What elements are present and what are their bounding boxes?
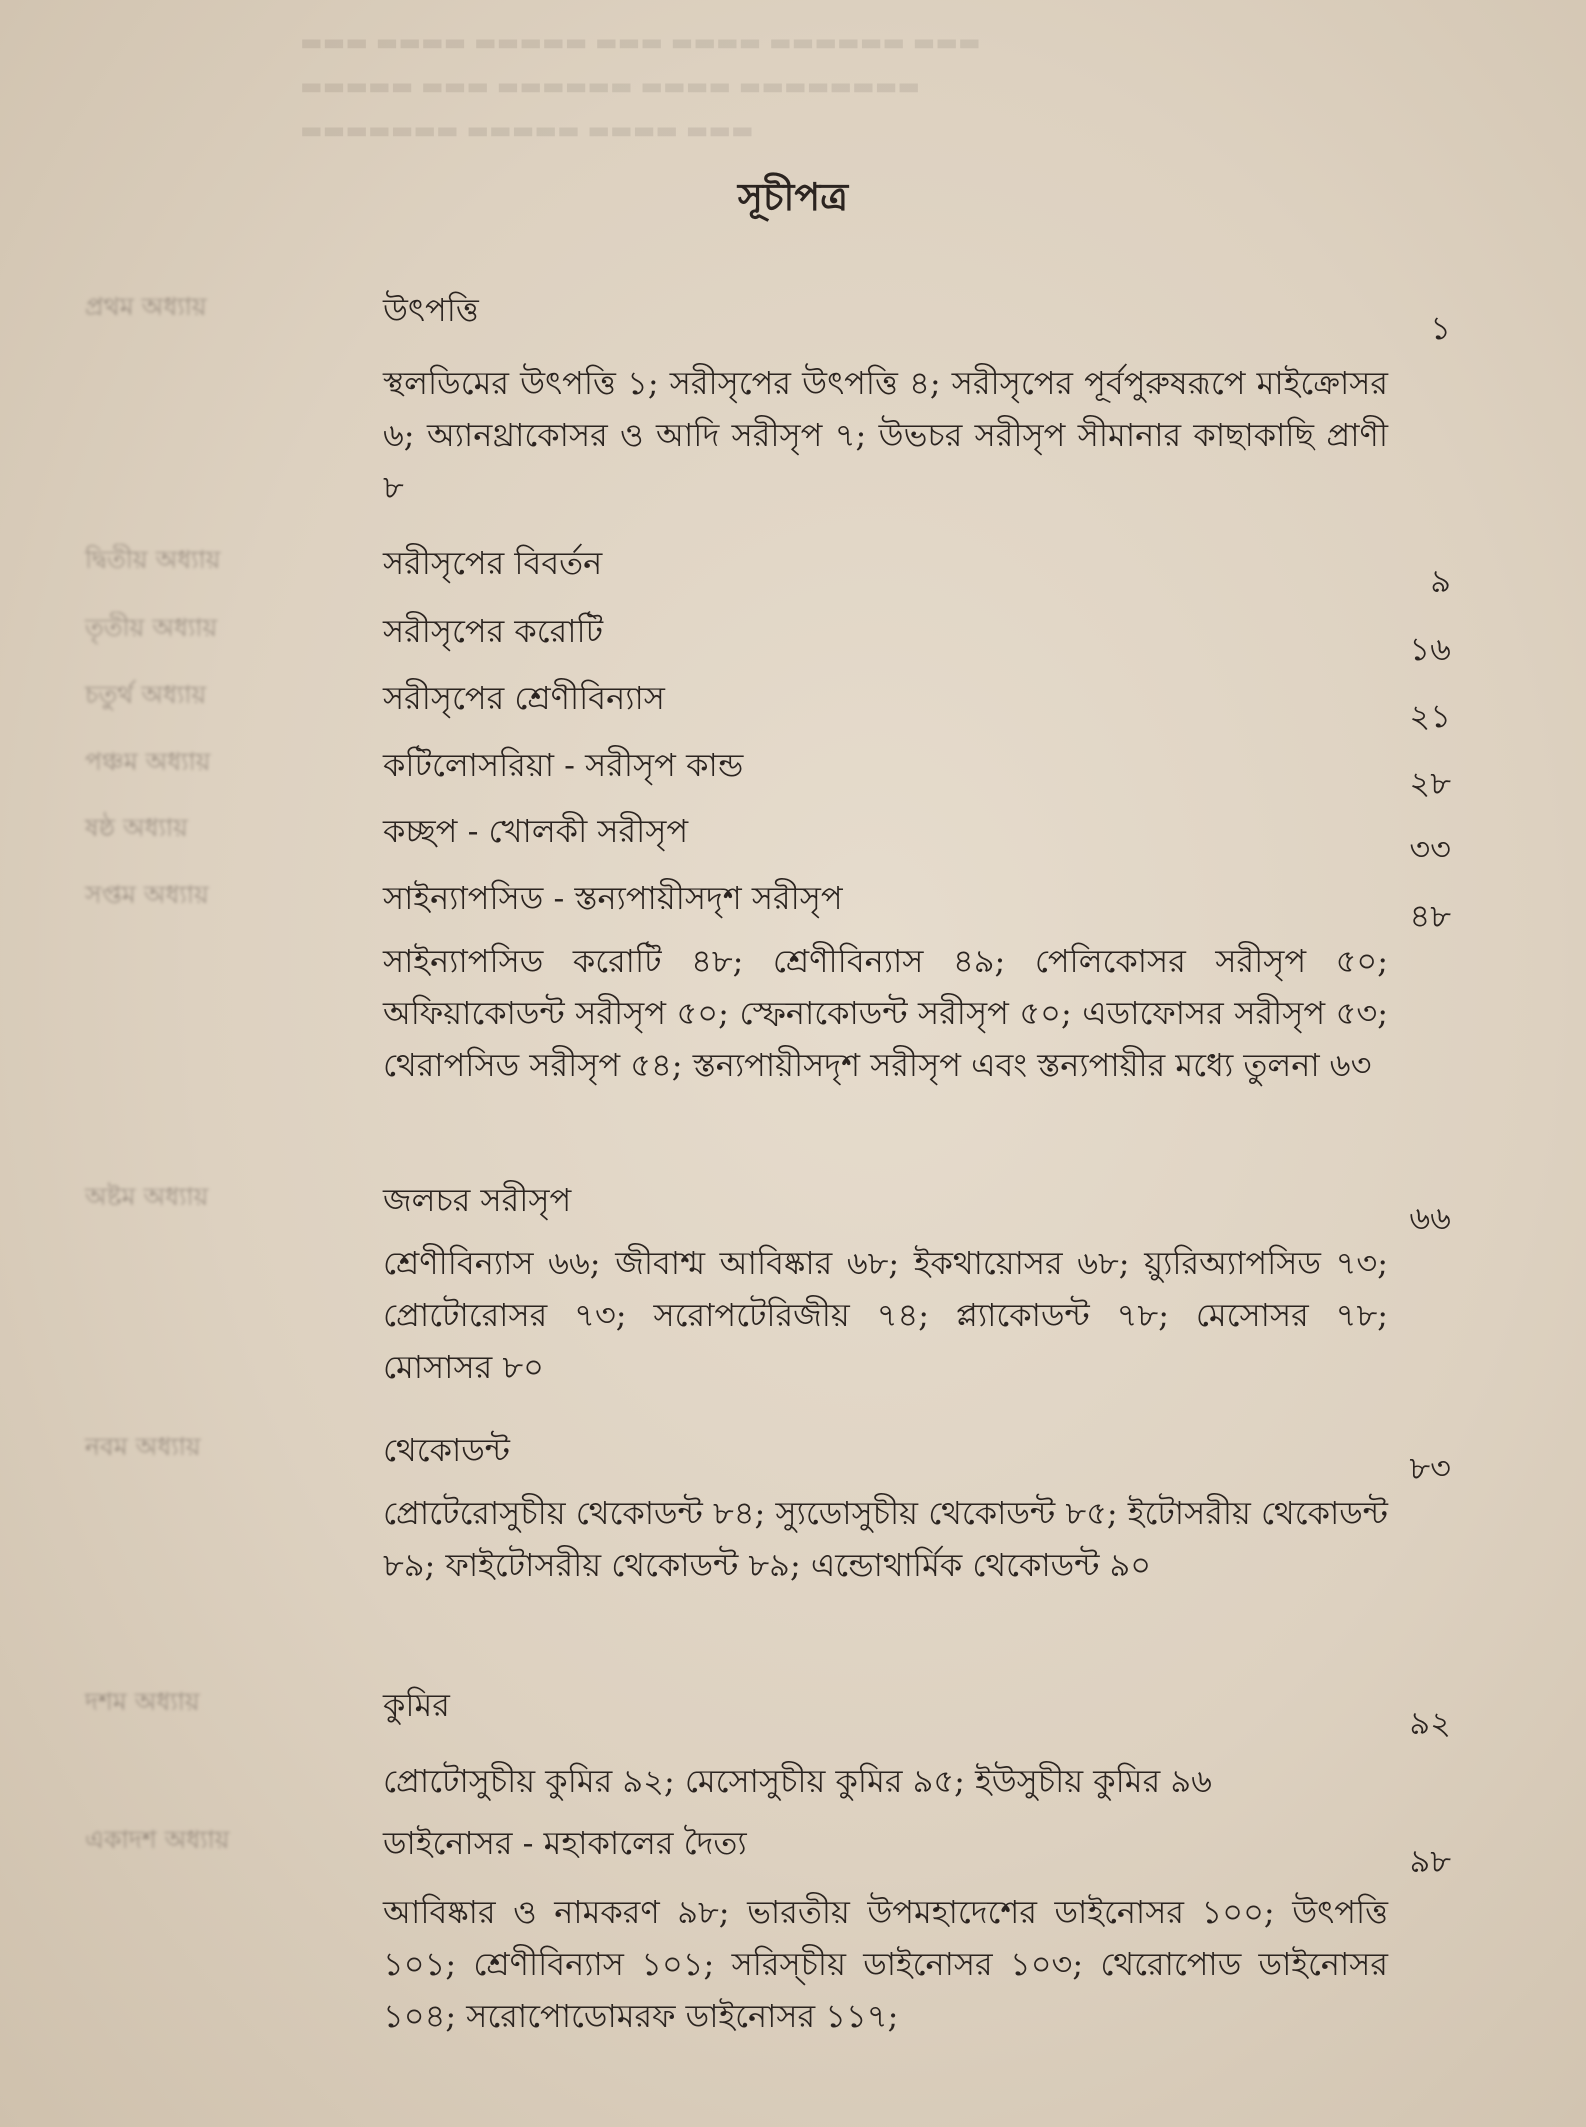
page-number: ২৮: [1409, 764, 1451, 802]
subsection-list: প্রোটোসুচীয় কুমির ৯২; মেসোসুচীয় কুমির ৯৫; ইউসুচীয় কুমির ৯৬: [383, 1762, 1212, 1800]
chapter-title: কটিলোসরিয়া - সরীসৃপ কান্ড: [383, 746, 744, 784]
chapter-title: থেকোডন্ট: [383, 1431, 510, 1469]
page-number: ৯৮: [1409, 1842, 1451, 1880]
chapter-label: প্রথম অধ্যায়: [85, 292, 207, 321]
page-number: ২১: [1409, 697, 1451, 735]
chapter-label: সপ্তম অধ্যায়: [85, 880, 209, 909]
chapter-title: সরীসৃপের করোটি: [383, 612, 604, 650]
page-number: ১৬: [1409, 630, 1451, 668]
page-title: সূচীপত্র: [737, 174, 849, 219]
chapter-title: সরীসৃপের শ্রেণীবিন্যাস: [383, 679, 665, 717]
chapter-title: কচ্ছপ - খোলকী সরীসৃপ: [383, 812, 689, 850]
subsection-list: প্রোটেরোসুচীয় থেকোডন্ট ৮৪; স্যুডোসুচীয় থেকোডন্ট ৮৫; ইটোসরীয় থেকোডন্ট ৮৯; ফাইটোসরীয় থেকোডন্ট ৮৯; এন্ডোথার্মিক থেকোডন্ট ৯০: [383, 1494, 1388, 1584]
page-number: ১: [1430, 309, 1451, 347]
page-number: ৪৮: [1409, 897, 1451, 935]
chapter-title: ডাইনোসর - মহাকালের দৈত্য: [383, 1824, 747, 1862]
subsection-list: সাইন্যাপসিড করোটি ৪৮; শ্রেণীবিন্যাস ৪৯; পেলিকোসর সরীসৃপ ৫০; অফিয়াকোডন্ট সরীসৃপ ৫০; স্ফেনাকোডন্ট সরীসৃপ ৫০; এডাফোসর সরীসৃপ ৫৩; থেরাপসিড সরীসৃপ ৫৪; স্তন্যপায়ীসদৃশ সরীসৃপ এবং স্তন্যপায়ীর মধ্যে তুলনা ৬৩: [383, 942, 1388, 1084]
chapter-label: একাদশ অধ্যায়: [85, 1825, 230, 1854]
page-number: ৬৬: [1409, 1199, 1451, 1237]
page-number: ৯২: [1409, 1704, 1451, 1742]
bleed-through-text: ▬▬▬ ▬▬▬▬ ▬▬▬▬▬ ▬▬▬ ▬▬▬▬ ▬▬▬▬▬▬ ▬▬▬ ▬▬▬▬▬ ▬▬▬ ▬▬▬▬▬▬ ▬▬▬▬ ▬▬▬▬▬▬▬▬ ▬▬▬▬▬▬▬ ▬▬▬▬▬ ▬▬▬▬ ▬▬▬: [300, 28, 981, 144]
chapter-label: চতুর্থ অধ্যায়: [85, 680, 207, 709]
chapter-label: পঞ্চম অধ্যায়: [85, 747, 211, 776]
subsection-list: আবিষ্কার ও নামকরণ ৯৮; ভারতীয় উপমহাদেশের ডাইনোসর ১০০; উৎপত্তি ১০১; শ্রেণীবিন্যাস ১০১; সরিস্চীয় ডাইনোসর ১০৩; থেরোপোড ডাইনোসর ১০৪; সরোপোডোমরফ ডাইনোসর ১১৭;: [383, 1893, 1388, 2035]
chapter-label: নবম অধ্যায়: [85, 1432, 201, 1461]
page-number: ৩৩: [1409, 830, 1451, 868]
subsection-list: শ্রেণীবিন্যাস ৬৬; জীবাশ্ম আবিষ্কার ৬৮; ইকথায়োসর ৬৮; য়্যুরিঅ্যাপসিড ৭৩; প্রোটোরোসর ৭৩; সরোপটেরিজীয় ৭৪; প্ল্যাকোডন্ট ৭৮; মেসোসর ৭৮; মোসাসর ৮০: [383, 1244, 1388, 1386]
chapter-title: কুমির: [383, 1686, 450, 1724]
chapter-title: উৎপত্তি: [383, 291, 479, 329]
chapter-label: দ্বিতীয় অধ্যায়: [85, 545, 221, 574]
page-number: ৯: [1430, 562, 1451, 600]
page-number: ৮৩: [1409, 1449, 1451, 1487]
chapter-title: সাইন্যাপসিড - স্তন্যপায়ীসদৃশ সরীসৃপ: [383, 879, 843, 917]
chapter-label: অষ্টম অধ্যায়: [85, 1182, 209, 1211]
chapter-title: জলচর সরীসৃপ: [383, 1181, 572, 1219]
chapter-title: সরীসৃপের বিবর্তন: [383, 544, 603, 582]
subsection-list: স্থলডিমের উৎপত্তি ১; সরীসৃপের উৎপত্তি ৪; সরীসৃপের পূর্বপুরুষরূপে মাইক্রোসর ৬; অ্যানথ্রাকোসর ও আদি সরীসৃপ ৭; উভচর সরীসৃপ সীমানার কাছাকাছি প্রাণী ৮: [383, 364, 1388, 506]
chapter-label: দশম অধ্যায়: [85, 1687, 200, 1716]
chapter-label: তৃতীয় অধ্যায়: [85, 613, 218, 642]
chapter-label: ষষ্ঠ অধ্যায়: [85, 813, 188, 842]
